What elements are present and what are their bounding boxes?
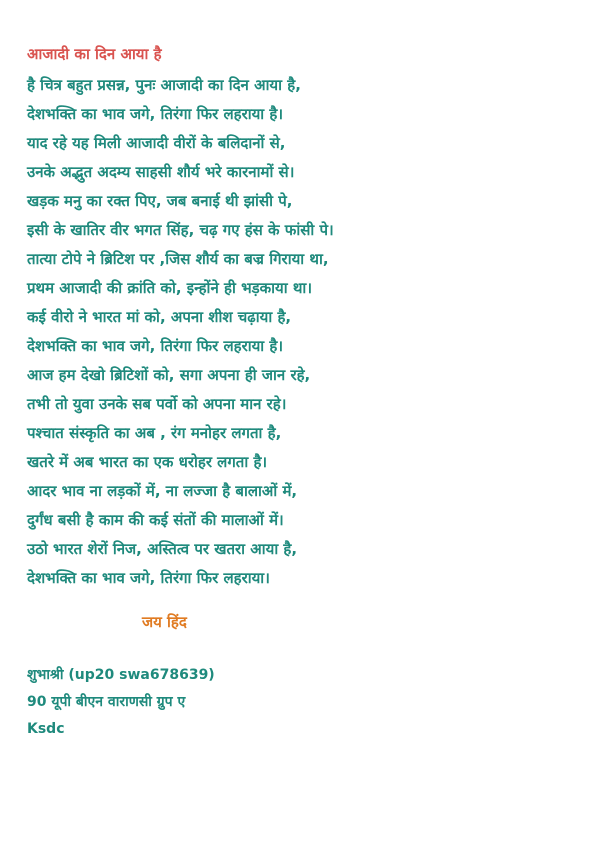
closing-salutation: जय हिंद [142,613,187,631]
poem-line: देशभक्ति का भाव जगे, तिरंगा फिर लहराया है। [27,105,284,123]
poem-line: दुर्गंध बसी है काम की कई संतों की मालाओं में। [27,511,284,529]
poem-line: है चित्र बहुत प्रसन्न, पुनः आजादी का दिन आया है, [27,76,301,94]
poem-line: खड़क मनु का रक्त पिए, जब बनाई थी झांसी पे, [27,192,293,210]
poem-line: आज हम देखो ब्रिटिशों को, सगा अपना ही जान रहे, [27,366,311,384]
author-unit: 90 यूपी बीएन वाराणसी ग्रुप ए [27,694,186,710]
signature-block [27,662,215,743]
poem-body [27,71,334,593]
poem-line: देशभक्ति का भाव जगे, तिरंगा फिर लहराया है। [27,337,284,355]
poem-line: प्रथम आजादी की क्रांति को, इन्होंने ही भड़काया था। [27,279,313,297]
author-org: Ksdc [27,721,65,737]
poem-line: याद रहे यह मिली आजादी वीरों के बलिदानों से, [27,134,286,152]
poem-line: उनके अद्भुत अदम्य साहसी शौर्य भरे कारनामों से। [27,163,295,181]
poem-line: पश्चात संस्कृति का अब , रंग मनोहर लगता है, [27,424,282,442]
poem-line: उठो भारत शेरों निज, अस्तित्व पर खतरा आया है, [27,540,298,558]
poem-line: देशभक्ति का भाव जगे, तिरंगा फिर लहराया। [27,569,270,587]
poem-line: खतरे में अब भारत का एक धरोहर लगता है। [27,453,268,471]
poem-line: तात्या टोपे ने ब्रिटिश पर ,जिस शौर्य का बज्र गिराया था, [27,250,329,268]
poem-line: तभी तो युवा उनके सब पर्वो को अपना मान रहे। [27,395,287,413]
author-name: शुभाश्री (up20 swa678639) [27,667,215,683]
poem-line: आदर भाव ना लड़कों में, ना लज्जा है बालाओं में, [27,482,298,500]
poem-line: कई वीरो ने भारत मां को, अपना शीश चढ़ाया है, [27,308,292,326]
poem-line: इसी के खातिर वीर भगत सिंह, चढ़ गए हंस के फांसी पे। [27,221,334,239]
poem-title: आजादी का दिन आया है [27,45,162,63]
